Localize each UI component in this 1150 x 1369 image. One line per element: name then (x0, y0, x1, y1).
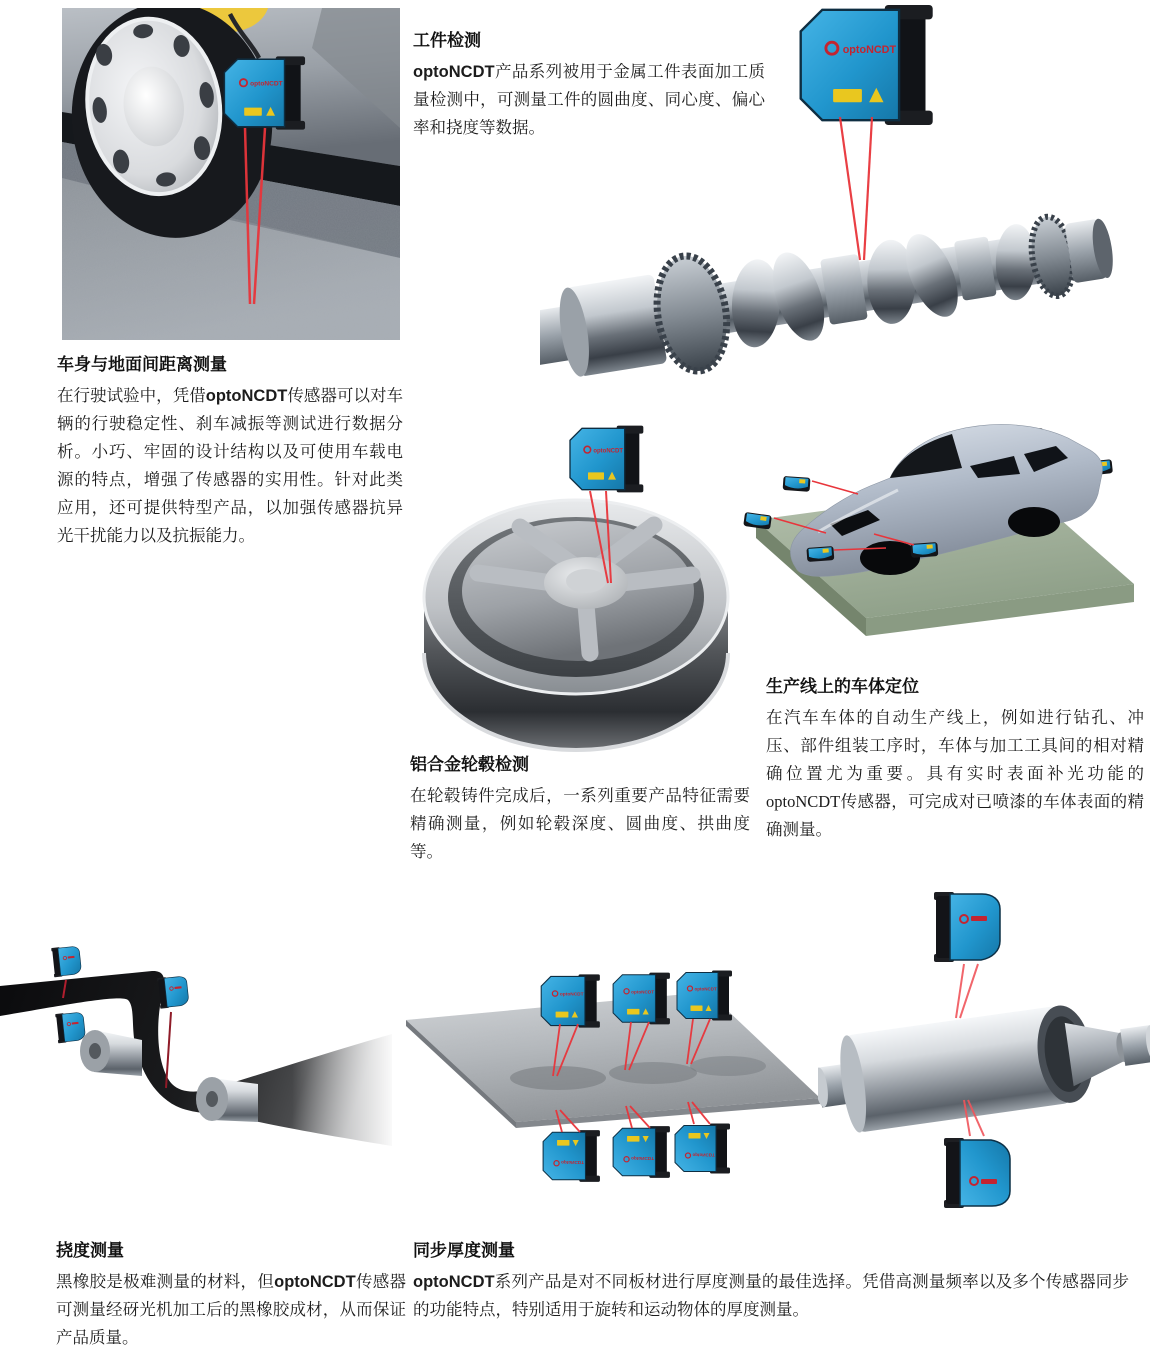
section-wheel-hub (410, 750, 750, 866)
wheel-arch (1008, 507, 1060, 537)
laser-beams (840, 117, 872, 260)
section-workpiece-inspection (413, 26, 765, 142)
section-heading: 铝合金轮毂检测 (410, 755, 529, 774)
laser-sensor-small (55, 1011, 86, 1043)
laser-sensor (677, 971, 732, 1021)
laser-sensor-small (157, 975, 189, 1009)
section-ground-distance (57, 350, 403, 550)
section-heading: 车身与地面间距离测量 (57, 355, 227, 374)
laser-sensor-top (934, 892, 1000, 962)
figure-thickness-plate (398, 878, 822, 1228)
laser-sensor (801, 5, 933, 125)
section-body: optoNCDT系列产品是对不同板材进行厚度测量的最佳选择。凭借高测量频率以及多个传感器同步的功能特点，特别适用于旋转和运动物体的厚度测量。 (413, 1272, 1129, 1319)
section-deflection (56, 1236, 406, 1352)
camshaft (540, 190, 1121, 390)
metal-roller (818, 993, 1150, 1138)
laser-sensor (541, 974, 600, 1027)
laser-sensor (613, 973, 670, 1025)
laser-beam (166, 1012, 171, 1088)
figure-rubber-deflection (0, 888, 392, 1233)
section-body-positioning (766, 672, 1144, 844)
laser-sensor-bottom (543, 1124, 730, 1182)
section-heading: 工件检测 (413, 31, 481, 50)
laser-sensor (224, 56, 305, 129)
roller (196, 1077, 258, 1122)
figure-car-body-positioning (738, 372, 1142, 664)
section-body: 在轮毂铸件完成后，一系列重要产品特征需要精确测量，例如轮毂深度、圆曲度、拱曲度等。 (410, 786, 750, 861)
rubber-band (0, 971, 392, 1158)
laser-sensor-bottom (944, 1138, 1010, 1208)
section-body: optoNCDT产品系列被用于金属工件表面加工质量检测中，可测量工件的圆曲度、同心度、偏心率和挠度等数据。 (413, 62, 765, 137)
section-body: 在行驶试验中，凭借optoNCDT传感器可以对车辆的行驶稳定性、刹车减振等测试进行数据分析。小巧、牢固的设计结构以及可使用车载电源的特点，增强了传感器的实用性。针对此类应用，还可提供特型产品，以加强传感器抗异光干扰能力以及抗振能力。 (57, 386, 404, 545)
roller (80, 1030, 142, 1076)
figure-wheel-hub (408, 415, 743, 755)
alloy-wheel-hub (424, 500, 728, 750)
figure-wheel-ground-photo (62, 8, 400, 340)
section-body: 黑橡胶是极难测量的材料，但optoNCDT传感器可测量经砑光机加工后的黑橡胶成材，从而保证产品质量。 (56, 1272, 407, 1347)
figure-roller-thickness (818, 878, 1150, 1228)
section-body: 在汽车车体的自动生产线上，例如进行钻孔、冲压、部件组装工序时，车体与加工工具间的相对精确位置尤为重要。具有实时表面补光功能的optoNCDT传感器，可完成对已喷漆的车体表面的精确测量。 (766, 708, 1144, 839)
section-heading: 生产线上的车体定位 (766, 677, 919, 696)
section-sync-thickness (413, 1236, 1129, 1324)
section-heading: 同步厚度测量 (413, 1241, 515, 1260)
section-heading: 挠度测量 (56, 1241, 124, 1260)
laser-sensor (570, 426, 643, 493)
laser-sensor-small (51, 945, 82, 977)
